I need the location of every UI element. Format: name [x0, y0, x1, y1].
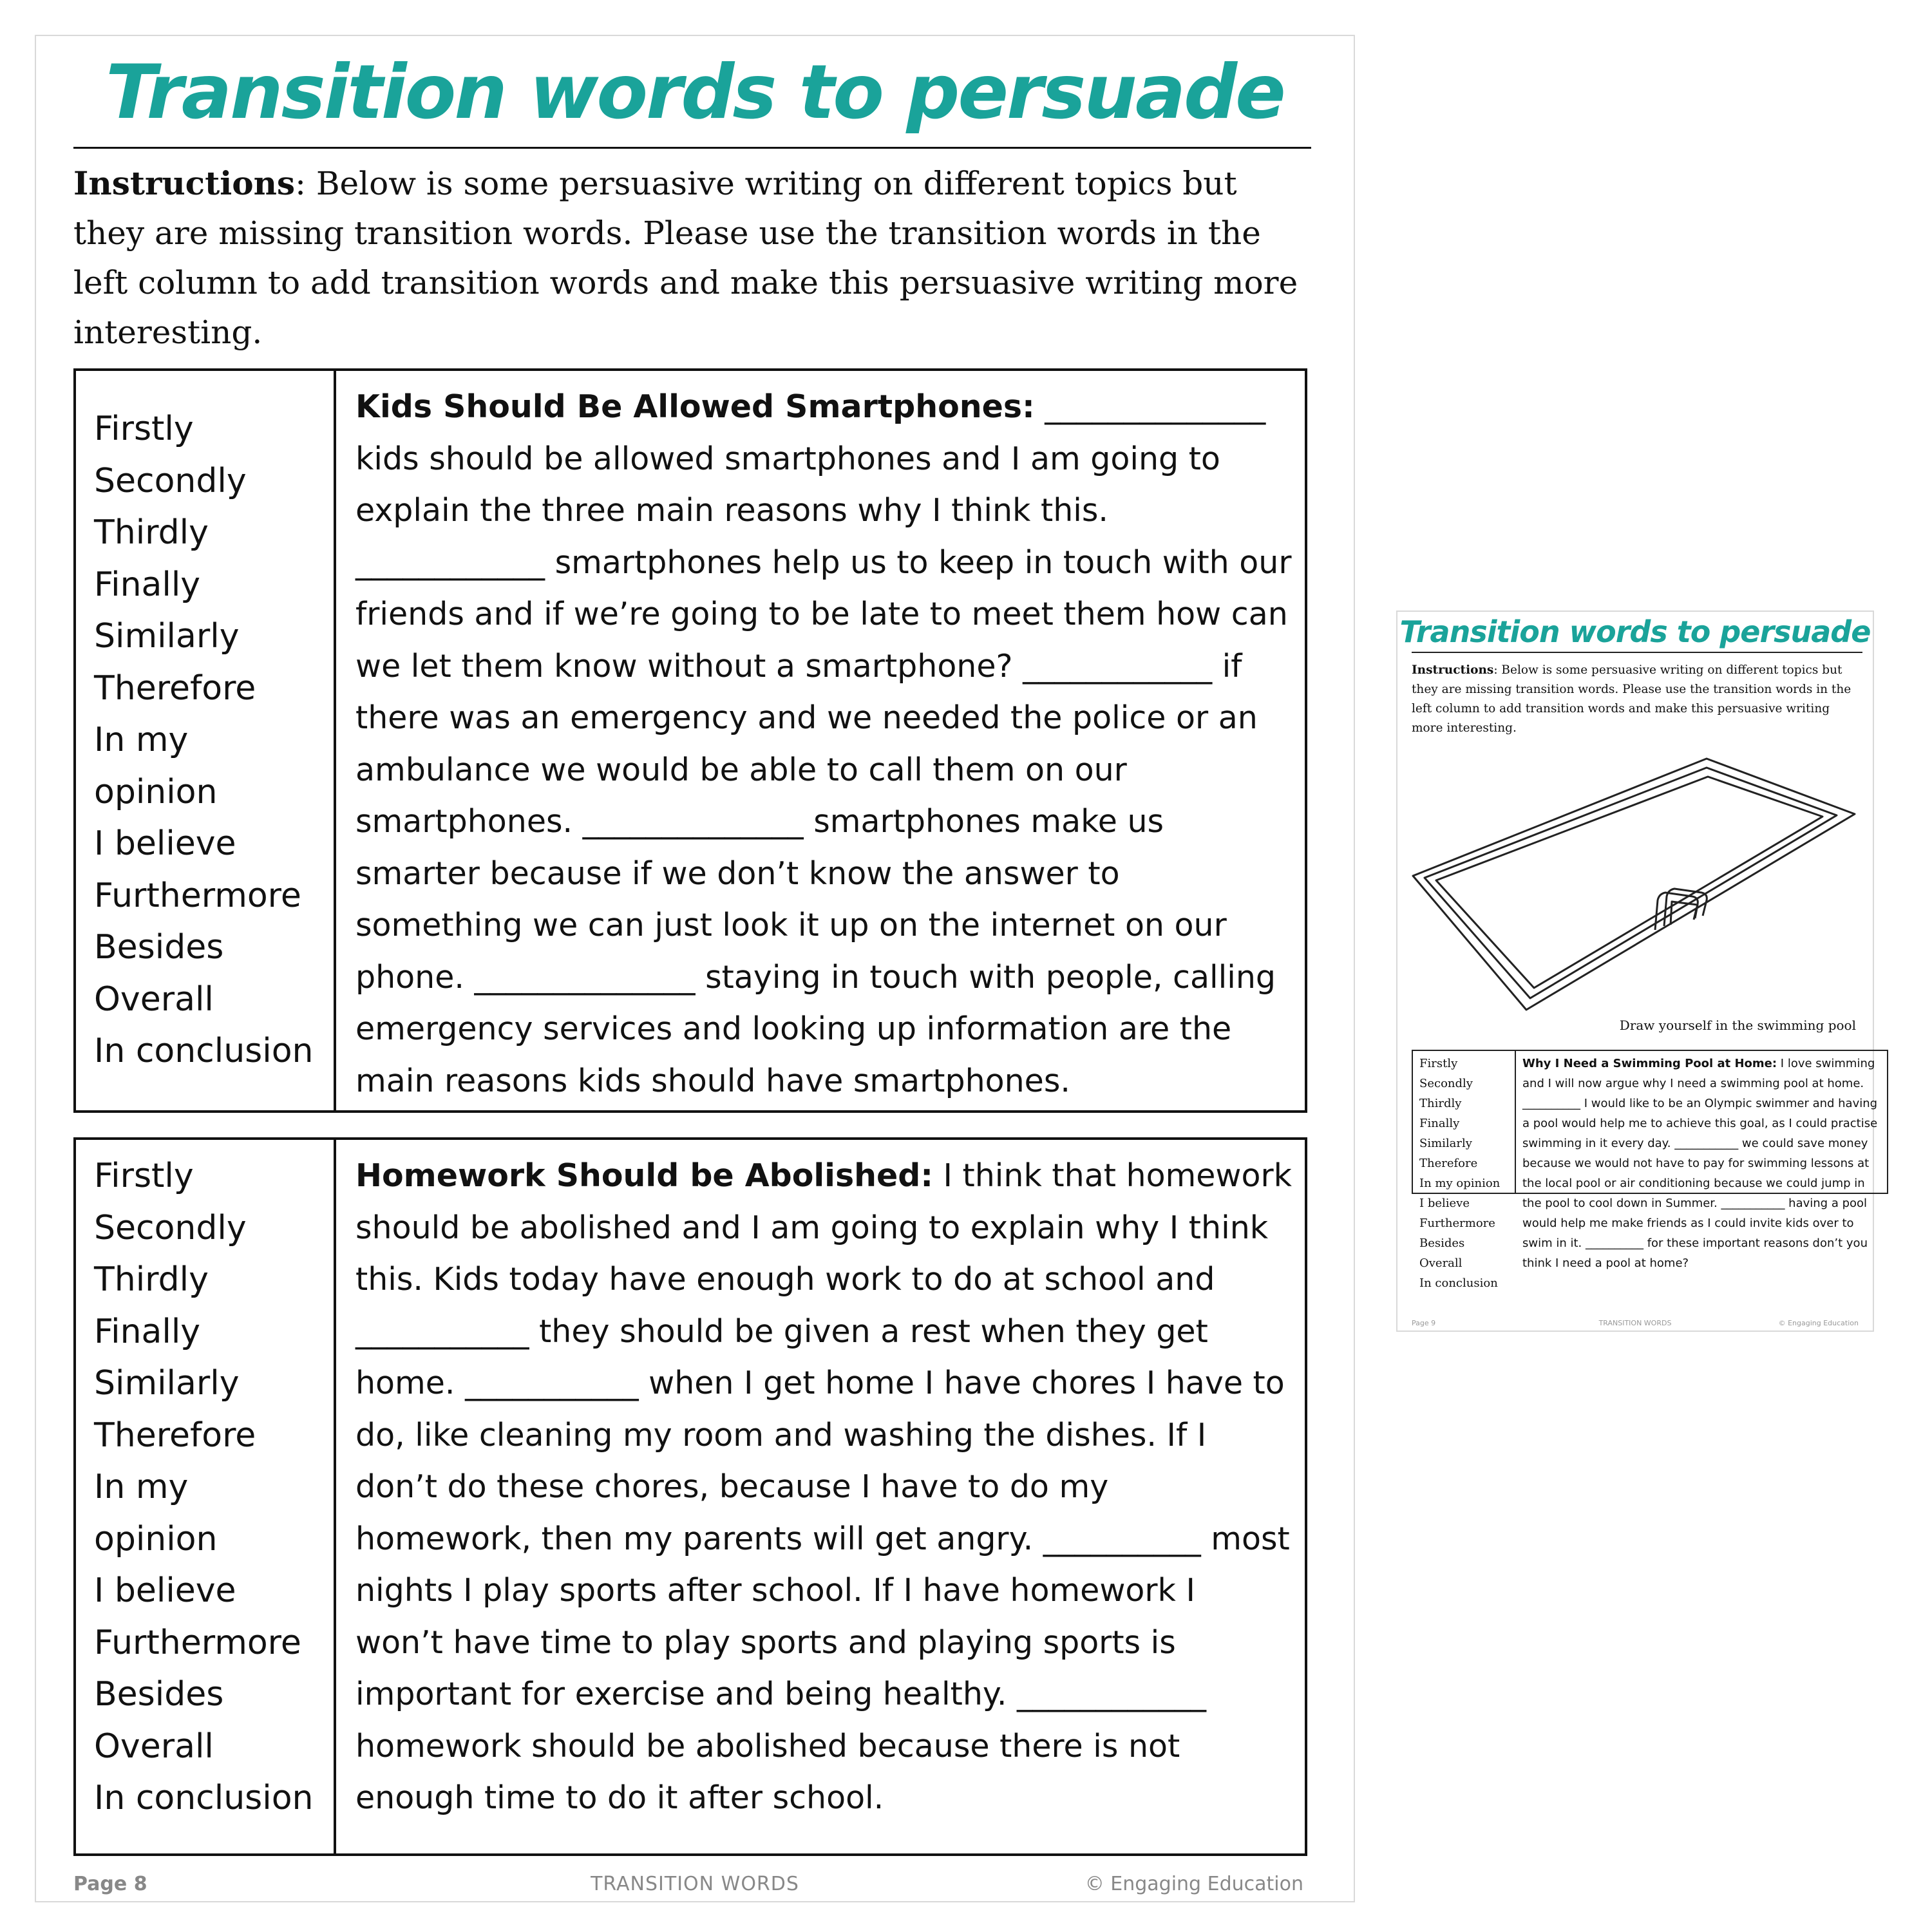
passage-body: I think that homework should be abolished and I am going to explain why I think this. Kids today have enough work to do at school and ___________ they should be given a rest when they get home. ___________ when I get home I have chores I have to do, like cleaning my room and washing the dishes. If I don’t do these chores, because I have to do my homework, then my parents will get angry. __________ most nights I play sports after school. If I have homework I won’t have time to play sports and playing sports is important for exercise and being healthy. ____________ homework should be abolished because there is not enough time to do it after school.	[355, 1157, 1293, 1816]
transition-word: Overall	[1419, 1256, 1463, 1270]
transition-word: Besides	[94, 1675, 224, 1714]
transition-word: Finally	[1419, 1117, 1460, 1130]
transition-word: Similarly	[94, 617, 240, 656]
thumbnail-footer-section-label: TRANSITION WORDS	[1598, 1319, 1672, 1327]
transition-word: Firstly	[94, 1157, 194, 1195]
page-title: Transition words to persuade	[106, 49, 1284, 136]
passage-column	[336, 371, 1305, 1110]
drawing-caption: Draw yourself in the swimming pool	[1619, 1018, 1856, 1033]
passage-title: Kids Should Be Allowed Smartphones:	[355, 388, 1035, 425]
thumbnail-passage-column	[1516, 1051, 1887, 1270]
transition-word: opinion	[94, 1519, 218, 1558]
transition-word: I believe	[94, 1571, 236, 1610]
transition-word: Therefore	[94, 1416, 256, 1455]
transition-word: Firstly	[94, 410, 194, 448]
transition-word: In my	[94, 721, 189, 759]
transition-word: Similarly	[1419, 1137, 1472, 1150]
thumbnail-exercise-table	[1412, 1050, 1888, 1290]
instructions-label: Instructions	[73, 164, 296, 202]
thumbnail-footer-copyright: © Engaging Education	[1778, 1319, 1859, 1327]
transition-word: Overall	[94, 980, 214, 1019]
passage-smartphones	[355, 381, 1292, 1107]
transition-word: I believe	[1419, 1197, 1470, 1210]
transition-word: Besides	[94, 928, 224, 967]
transition-word: I believe	[94, 824, 236, 863]
thumbnail-title: Transition words to persuade	[1399, 614, 1871, 649]
thumbnail-page	[1396, 611, 1878, 1332]
exercise-table-homework	[73, 1137, 1307, 1856]
transition-word: Secondly	[94, 1208, 247, 1247]
transition-word: Therefore	[94, 668, 256, 708]
passage-title: Homework Should be Abolished:	[355, 1157, 933, 1194]
transition-word: In my	[94, 1468, 189, 1506]
transition-word: opinion	[94, 772, 218, 811]
footer-page-number: Page 8	[73, 1873, 147, 1895]
thumbnail-instructions	[1412, 661, 1862, 738]
thumbnail-instructions-label: Instructions	[1412, 663, 1494, 677]
transition-word: Overall	[94, 1727, 214, 1766]
exercise-table-smartphones	[73, 368, 1307, 1113]
transition-word-list	[94, 403, 334, 1077]
title-divider	[73, 147, 1311, 149]
transition-word-list	[94, 1150, 334, 1824]
transition-word: Finally	[94, 1312, 201, 1351]
transition-word: Firstly	[1419, 1057, 1458, 1070]
worksheet-page	[35, 35, 1355, 1902]
transition-word: In conclusion	[94, 1779, 314, 1817]
transition-word: Furthermore	[94, 876, 301, 915]
passage-homework	[355, 1150, 1292, 1824]
passage-body: I love swimming and I will now argue why I need a swimming pool at home. __________ I would like to be an Olympic swimmer and having a pool would help me to achieve this goal, as I could practise swimming in it every day. ___________ we could save money because we would not have to pay for swimming lessons at the local pool or air conditioning because we could jump in the pool to cool down in Summer. ___________ having a pool would help me make friends as I could invite kids over to swim in it. __________ for these important reasons don’t you think I need a pool at home?	[1522, 1057, 1878, 1270]
passage-title: Why I Need a Swimming Pool at Home:	[1522, 1057, 1777, 1070]
footer-section-label: TRANSITION WORDS	[591, 1873, 799, 1895]
passage-swimming-pool	[1522, 1054, 1882, 1273]
transition-word: Finally	[94, 565, 201, 604]
transition-word: In conclusion	[94, 1032, 314, 1070]
transition-word: Furthermore	[1419, 1217, 1495, 1230]
swimming-pool-illustration	[1410, 747, 1861, 1018]
transition-word: Similarly	[94, 1364, 240, 1403]
transition-word: Secondly	[1419, 1077, 1473, 1090]
transition-word: Thirdly	[94, 1260, 209, 1299]
thumbnail-instructions-text: : Below is some persuasive writing on different topics but they are missing transition words. Please use the transition words in the left column to add transition words and make this persuasive writing more interesting.	[1412, 663, 1852, 735]
footer-copyright: © Engaging Education	[1084, 1873, 1303, 1895]
transition-word: Thirdly	[94, 513, 209, 552]
transition-word: Thirdly	[1419, 1097, 1462, 1110]
thumbnail-word-column	[1413, 1051, 1516, 1290]
transition-word: Besides	[1419, 1236, 1465, 1250]
transition-word: Secondly	[94, 461, 247, 500]
transition-word-column	[76, 371, 336, 1110]
transition-word: Therefore	[1419, 1157, 1478, 1170]
instructions	[73, 158, 1310, 357]
passage-body: ______________ kids should be allowed smartphones and I am going to explain the three main reasons why I think this. ____________ smartphones help us to keep in touch with our friends and if we’re going to be late to meet them how can we let them know without a smartphone? ____________ if there was an emergency and we needed the police or an ambulance we would be able to call them on our smartphones. ______________ smartphones make us smarter because if we don’t know the answer to something we can just look it up on the internet on our phone. ______________ staying in touch with people, calling emergency services and looking up information are the main reasons kids should have smartphones.	[355, 388, 1292, 1099]
instructions-text: : Below is some persuasive writing on different topics but they are missing transition words. Please use the transition words in the left column to add transition words and make this persuasive writing more interesting.	[73, 165, 1298, 351]
passage-column	[336, 1140, 1305, 1853]
transition-word: In conclusion	[1419, 1276, 1498, 1290]
thumbnail-footer-page-number: Page 9	[1412, 1319, 1436, 1327]
transition-word: In my opinion	[1419, 1177, 1501, 1190]
transition-word: Furthermore	[94, 1623, 301, 1662]
thumbnail-word-list	[1419, 1054, 1515, 1293]
transition-word-column	[76, 1140, 336, 1853]
thumbnail-title-divider	[1412, 652, 1862, 653]
